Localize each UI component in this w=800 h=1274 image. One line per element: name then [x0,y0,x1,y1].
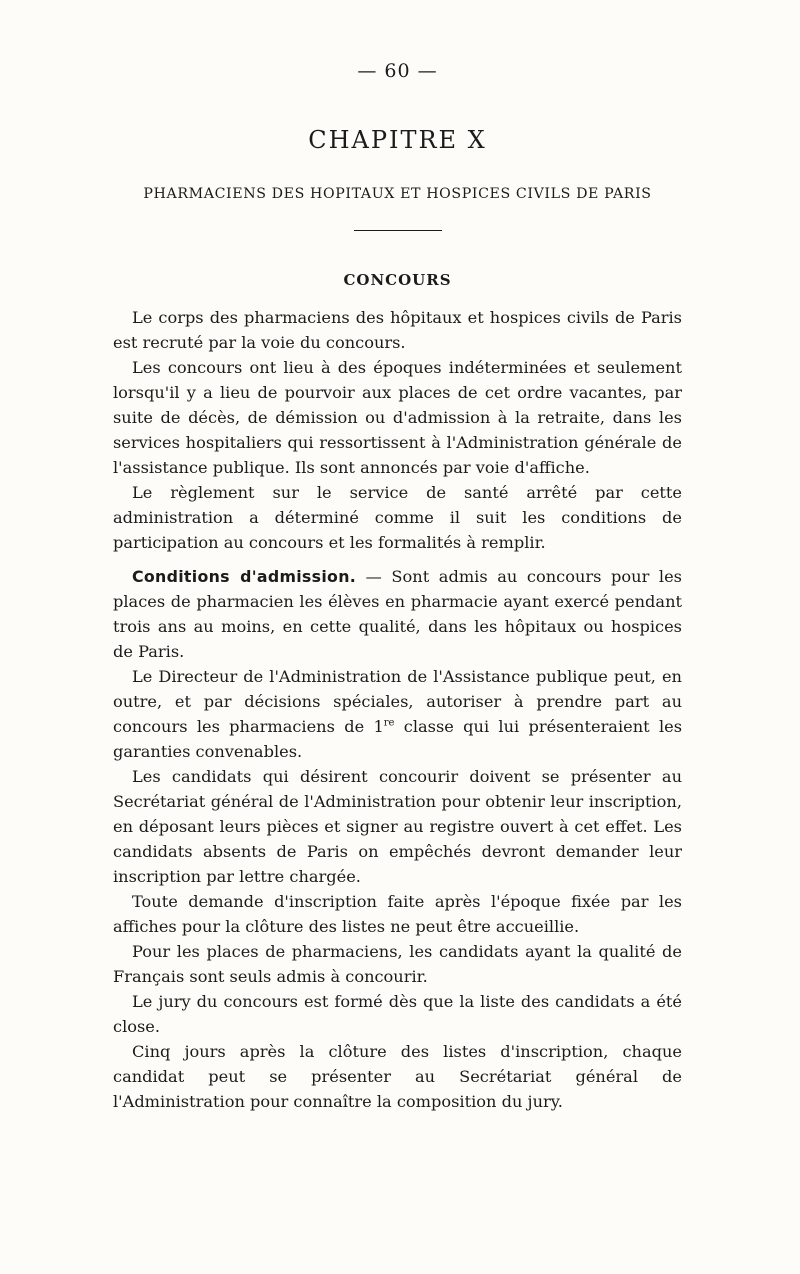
body-text [113,305,682,1114]
paragraph: Le jury du concours est formé dès que la liste des candidats a été close. [113,992,682,1036]
paragraph: Cinq jours après la clôture des listes d'inscription, chaque candidat peut se présenter au Secrétariat général de l'Administration pour connaître la composition du jury. [113,1042,682,1111]
paragraph: Toute demande d'inscription faite après l'époque fixée par les affiches pour la clôture des listes ne peut être accueillie. [113,892,682,936]
paragraph: Les concours ont lieu à des époques indéterminées et seulement lorsqu'il y a lieu de pourvoir aux places de cet ordre vacantes, par suite de décès, de démission ou d'admission à la retraite, dans les services hospitaliers qui ressortissent à l'Administration générale de l'assistance publique. Ils sont annoncés par voie d'affiche. [113,358,682,477]
ordinal-superscript: re [383,717,395,729]
chapter-title: CHAPITRE X [308,126,487,154]
paragraph: Les candidats qui désirent concourir doivent se présenter au Secrétariat général de l'Administration pour obtenir leur inscription, en déposant leurs pièces et signer au registre ouvert à cet effet. Les candidats absents de Paris on empêchés devront demander leur inscription par lettre chargée. [113,767,682,886]
directeur-text-after: classe qui lui présenteraient les garanties convenables. [113,717,683,761]
conditions-heading: Conditions d'admission. [132,567,357,586]
document-page [113,60,682,1114]
paragraph: Le règlement sur le service de santé arrêté par cette administration a déterminé comme il suit les conditions de participation au concours et les formalités à remplir. [113,483,682,552]
section-divider [354,230,442,231]
section-title: CONCOURS [343,271,452,289]
directeur-text-before: Le Directeur de l'Administration de l'Assistance publique peut, en outre, et par décisions spéciales, autoriser à prendre part au concours les pharmaciens de 1 [113,667,682,736]
paragraph: Pour les places de pharmaciens, les candidats ayant la qualité de Français sont seuls admis à concourir. [113,942,682,986]
conditions-paragraph [113,564,682,664]
paragraph: Le corps des pharmaciens des hôpitaux et hospices civils de Paris est recruté par la voie du concours. [113,308,682,352]
conditions-text: — Sont admis au concours pour les places de pharmacien les élèves en pharmacie ayant exercé pendant trois ans au moins, en cette qualité, dans les hôpitaux ou hospices de Paris. [113,567,682,661]
chapter-subtitle: PHARMACIENS DES HOPITAUX ET HOSPICES CIVILS DE PARIS [143,186,652,202]
directeur-paragraph [113,664,682,764]
page-number: — 60 — [357,60,438,82]
